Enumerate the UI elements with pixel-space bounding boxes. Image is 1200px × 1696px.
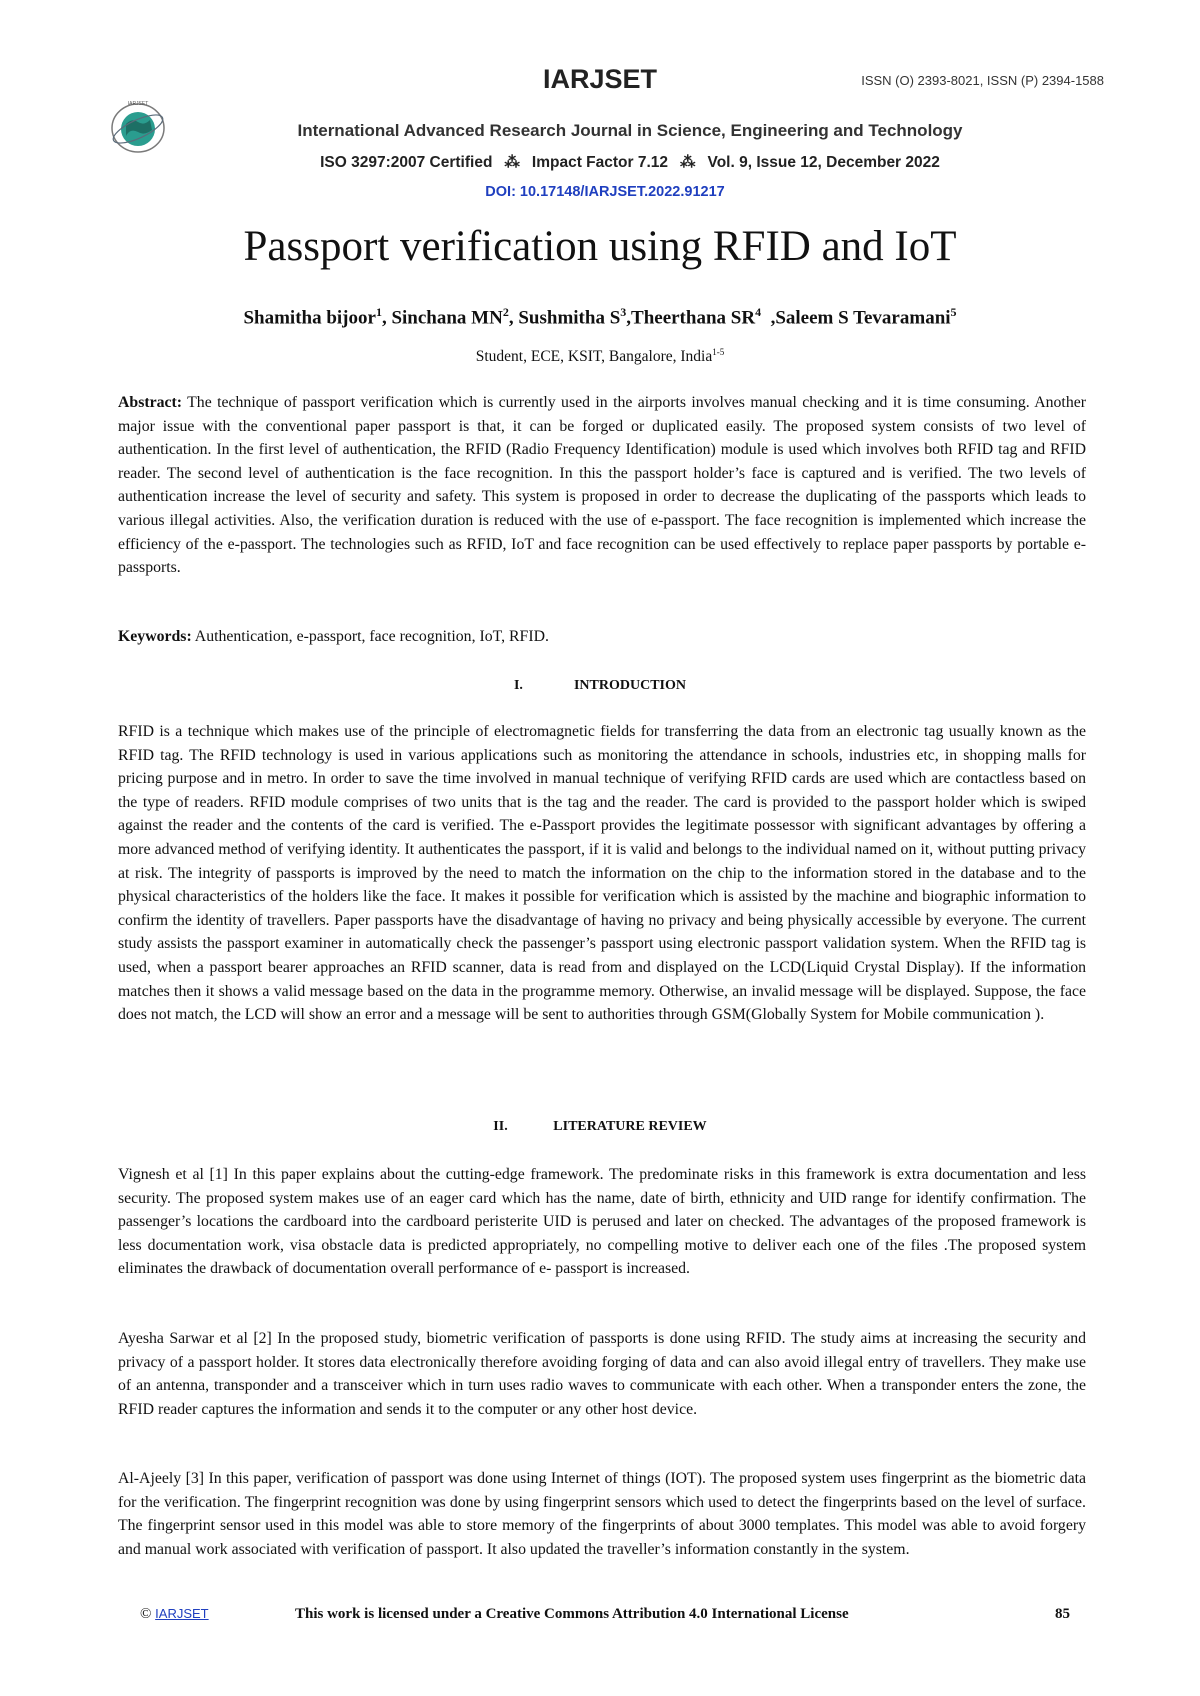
affiliation (0, 347, 1200, 366)
copyright (140, 1606, 209, 1623)
author-sup: 4 (755, 305, 762, 319)
author-name: Sinchana MN (391, 307, 503, 329)
affiliation-sup: 1-5 (712, 347, 725, 357)
keywords-text: Authentication, e-passport, face recognition, IoT, RFID. (194, 628, 549, 645)
section-number: II. (493, 1119, 508, 1134)
author-sup: 3 (620, 305, 627, 319)
introduction-paragraph: RFID is a technique which makes use of the principle of electromagnetic fields for transferring the data from an electronic tag usually known as the RFID tag. The RFID technology is used in various applications such as monitoring the attendance in schools, industries etc, in shopping malls for pricing purpose and in metro. In order to save the time involved in manual technique of verifying RFID cards are used which are contactless based on the type of readers. RFID module comprises of two units that is the tag and the reader. The card is provided to the passport holder which is swiped against the reader and the contents of the card is verified. The e-Passport provides the legitimate possessor with significant advantages by offering a more advanced method of verifying identity. It authenticates the passport, if it is valid and belongs to the individual named on it, without putting privacy at risk. The integrity of passports is improved by the need to match the information on the chip to the information stored in the database and to the physical characteristics of the holders like the face. It makes it possible for verification which is assisted by the machine and biographic information to confirm the identity of travellers. Paper passports have the disadvantage of having no privacy and being physically accessible by everyone. The current study assists the passport examiner in automatically check the passenger’s passport using electronic passport validation system. When the RFID tag is used, when a passport bearer approaches an RFID scanner, data is read from and displayed on the LCD(Liquid Crystal Display). If the information matches then it shows a valid message based on the data in the programme memory. Otherwise, an invalid message will be displayed. Suppose, the face does not match, the LCD will show an error and a message will be sent to authorities through GSM(Globally System for Mobile communication ). (118, 723, 1086, 1024)
section-title: LITERATURE REVIEW (553, 1119, 707, 1134)
separator-icon: ⁂ (504, 154, 520, 171)
issn: ISSN (O) 2393-8021, ISSN (P) 2394-1588 (861, 73, 1104, 88)
section-heading-literature-review (0, 1119, 1200, 1135)
section-heading-introduction (0, 678, 1200, 694)
footer-iarjset-link[interactable]: IARJSET (155, 1606, 209, 1621)
section-title: INTRODUCTION (573, 678, 686, 693)
author-name: Saleem S Tevaramani (775, 307, 951, 329)
affiliation-text: Student, ECE, KSIT, Bangalore, India (475, 348, 713, 366)
abstract (118, 391, 1086, 580)
impact-factor: Impact Factor 7.12 (531, 154, 669, 171)
license-text: This work is licensed under a Creative Commons Attribution 4.0 International License (295, 1606, 849, 1622)
paper-title: Passport verification using RFID and IoT (243, 223, 957, 270)
author-sup: 2 (502, 305, 509, 319)
keywords (118, 625, 1086, 649)
keywords-label: Keywords: (118, 628, 192, 645)
doi-link[interactable]: DOI: 10.17148/IARJSET.2022.91217 (485, 184, 725, 200)
literature-paragraph: Vignesh et al [1] In this paper explains about the cutting-edge framework. The predominate risks in this framework is extra documentation and less security. The proposed system makes use of an eager card which has the name, date of birth, ethnicity and UID range for identify confirmation. The passenger’s locations the cardboard into the cardboard peristerite UID is perused and later on checked. The advantages of the proposed framework is less documentation work, visa obstacle data is predicted appropriately, no compelling motive to deliver each one of the files .The proposed system eliminates the drawback of documentation overall performance of e- passport is increased. (118, 1166, 1086, 1278)
journal-full-name: International Advanced Research Journal in Science, Engineering and Technology (297, 121, 963, 140)
author-name: Theerthana SR (631, 307, 756, 329)
journal-meta-line (0, 153, 1200, 172)
iso-certification: ISO 3297:2007 Certified (320, 154, 493, 171)
author-name: Shamitha bijoor (243, 307, 376, 329)
journal-short-name: IARJSET (542, 64, 658, 94)
section-number: I. (513, 678, 523, 693)
volume-issue: Vol. 9, Issue 12, December 2022 (707, 154, 940, 171)
abstract-label: Abstract: (118, 394, 183, 411)
page-number: 85 (1055, 1606, 1070, 1622)
abstract-text: The technique of passport verification which is currently used in the airports involves manual checking and it is time consuming. Another major issue with the conventional paper passport is that, it can be forged or duplicated easily. The proposed system consists of two level of authentication. In the first level of authentication, the RFID (Radio Frequency Identification) module is used which involves both RFID tag and RFID reader. The second level of authentication is the face recognition. In this the passport holder’s face is captured and is verified. The two levels of authentication increase the level of security and safety. This system is proposed in order to decrease the duplicating of the passports which leads to various illegal activities. Also, the verification duration is reduced with the use of e-passport. The face recognition is implemented which increase the efficiency of the e-passport. The technologies such as RFID, IoT and face recognition can be used effectively to replace paper passports by portable e-passports. (118, 394, 1086, 577)
author-sup: 5 (950, 305, 957, 319)
author-list: Shamitha bijoor$^1$, Sinchana $MN^2$, Sushmitha $S^3,Theerthana$ $SR^4$ ,Saleem S Tevaramani$^5$ (243, 305, 957, 329)
separator-icon: ⁂ (680, 154, 696, 171)
author-name: Sushmitha S (518, 307, 621, 329)
copyright-symbol: © (140, 1606, 152, 1622)
literature-paragraph: Al-Ajeely [3] In this paper, verification of passport was done using Internet of things (IOT). The proposed system uses fingerprint as the biometric data for the verification. The fingerprint recognition was done by using fingerprint sensors which used to detect the fingerprints based on the level of surface. The fingerprint sensor used in this model was able to store memory of the fingerprints of about 3000 templates. This model was able to avoid forgery and manual work associated with verification of passport. It also updated the traveller’s information constantly in the system. (118, 1470, 1086, 1558)
logo-text: IARJSET (127, 101, 149, 107)
literature-paragraph: Ayesha Sarwar et al [2] In the proposed study, biometric verification of passports is done using RFID. The study aims at increasing the security and privacy of a passport holder. It stores data electronically therefore avoiding forging of data and can also avoid illegal entry of travellers. They make use of an antenna, transponder and a transceiver which in turn uses radio waves to communicate with each other. When a transponder enters the zone, the RFID reader captures the information and sends it to the computer or any other host device. (118, 1330, 1086, 1418)
author-sup: 1 (375, 305, 382, 319)
